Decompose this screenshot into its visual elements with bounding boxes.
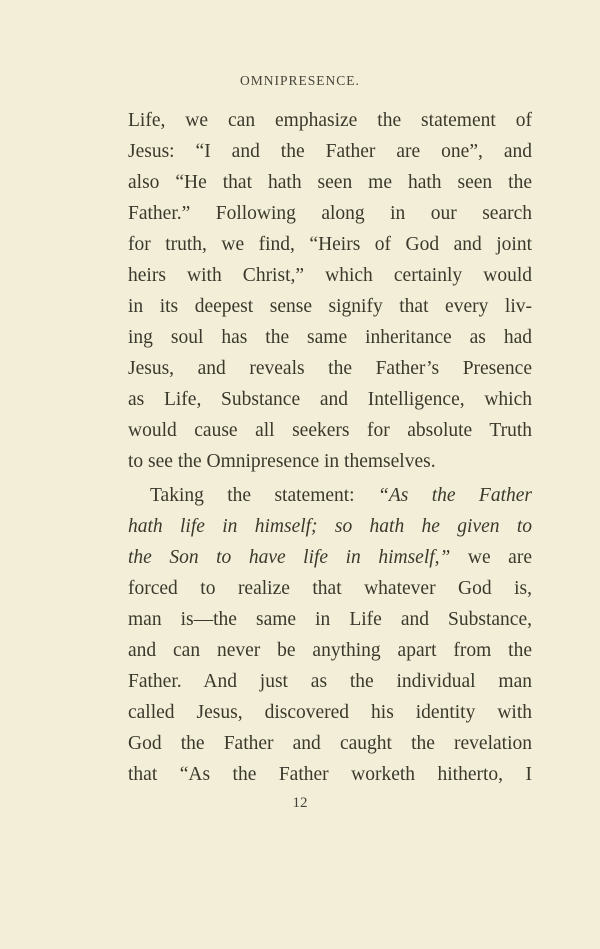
text-line: Father.” Following along in our search <box>128 203 532 224</box>
italic-quote: “As the Father <box>377 485 532 506</box>
text-line: would cause all seekers for absolute Truth <box>128 420 532 441</box>
paragraph-2 <box>128 480 532 790</box>
italic-quote: the Son to have life in himself,” <box>128 547 451 568</box>
text-line <box>128 542 532 573</box>
text-line: also “He that hath seen me hath seen the <box>128 172 532 193</box>
page-number: 12 <box>292 795 308 811</box>
text-line: Father. And just as the individual man <box>128 671 532 692</box>
text-line: for truth, we find, “Heirs of God and joint <box>128 234 532 255</box>
running-header: OMNIPRESENCE. <box>240 73 360 88</box>
text-line: that “As the Father worketh hitherto, I <box>128 764 532 785</box>
text-line: Life, we can emphasize the statement of <box>128 110 532 131</box>
italic-quote: hath life in himself; so hath he given to <box>128 516 532 537</box>
text-line: ing soul has the same inheritance as had <box>128 327 532 348</box>
paragraph-1 <box>128 105 532 477</box>
text-line <box>128 511 532 542</box>
roman-text: we are <box>450 547 532 568</box>
text-line: and can never be anything apart from the <box>128 640 532 661</box>
text-line: man is—the same in Life and Substance, <box>128 609 532 630</box>
text-line: as Life, Substance and Intelligence, which <box>128 389 532 410</box>
text-line: Jesus, and reveals the Father’s Presence <box>128 358 532 379</box>
text-line: called Jesus, discovered his identity with <box>128 702 532 723</box>
text-line: in its deepest sense signify that every liv- <box>128 296 532 317</box>
text-line: heirs with Christ,” which certainly would <box>128 265 532 286</box>
text-line <box>128 480 532 511</box>
roman-text: Taking the statement: <box>150 485 378 506</box>
text-line: to see the Omnipresence in themselves. <box>128 451 436 472</box>
text-line: God the Father and caught the revelation <box>128 733 532 754</box>
text-line: Jesus: “I and the Father are one”, and <box>128 141 532 162</box>
text-line: forced to realize that whatever God is, <box>128 578 532 599</box>
